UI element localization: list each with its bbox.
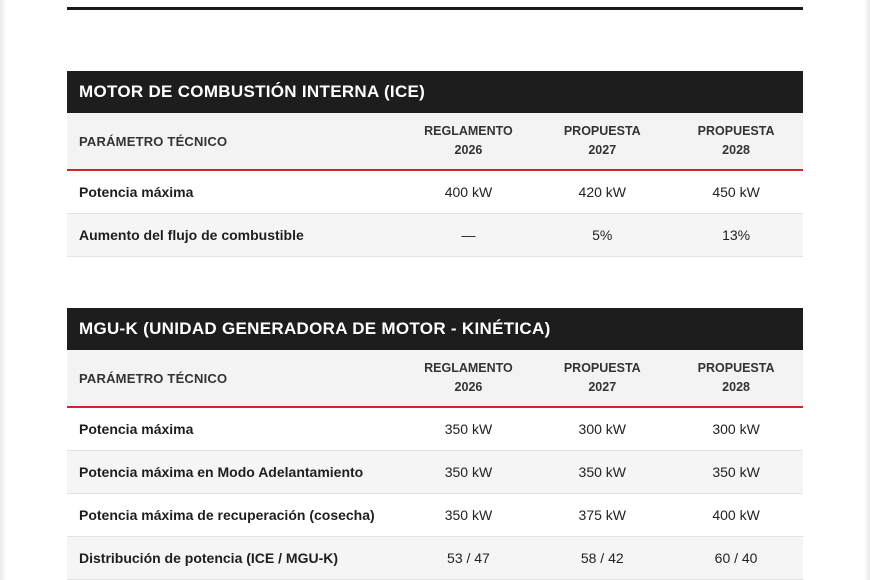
table-row bbox=[67, 171, 803, 214]
row-2027: 5% bbox=[592, 227, 613, 243]
header-2028-year: 2028 bbox=[722, 380, 750, 394]
row-2027: 375 kW bbox=[578, 507, 626, 523]
row-param: Potencia máxima de recuperación (cosecha) bbox=[79, 507, 375, 523]
row-2026: 350 kW bbox=[444, 464, 493, 480]
table-row bbox=[67, 408, 803, 451]
header-2027-year: 2027 bbox=[588, 380, 617, 394]
row-2028: 13% bbox=[722, 227, 751, 243]
mguk-table bbox=[67, 308, 803, 580]
header-param: PARÁMETRO TÉCNICO bbox=[79, 133, 228, 149]
table-header bbox=[67, 350, 803, 408]
row-2027: 350 kW bbox=[578, 464, 626, 480]
table-row bbox=[67, 537, 803, 580]
row-param: Aumento del flujo de combustible bbox=[79, 227, 304, 243]
header-2028-label: PROPUESTA bbox=[697, 361, 775, 375]
ice-table bbox=[67, 71, 803, 257]
row-2028: 400 kW bbox=[712, 507, 760, 523]
row-param: Distribución de potencia (ICE / MGU-K) bbox=[79, 550, 339, 566]
row-2027: 58 / 42 bbox=[580, 550, 624, 566]
page-edge-right bbox=[864, 0, 870, 580]
header-2028 bbox=[669, 359, 803, 397]
row-2028: 350 kW bbox=[712, 464, 760, 480]
table-row bbox=[67, 494, 803, 537]
row-param: Potencia máxima en Modo Adelantamiento bbox=[79, 464, 364, 480]
table-row bbox=[67, 214, 803, 257]
row-2028: 450 kW bbox=[712, 184, 760, 200]
row-2027: 300 kW bbox=[578, 421, 626, 437]
section-title: MOTOR DE COMBUSTIÓN INTERNA (ICE) bbox=[67, 71, 803, 113]
header-2027 bbox=[535, 359, 669, 397]
row-2027: 420 kW bbox=[578, 184, 626, 200]
header-2026 bbox=[402, 359, 536, 397]
header-2027-label: PROPUESTA bbox=[563, 124, 641, 138]
header-2027 bbox=[535, 122, 669, 160]
table-row bbox=[67, 451, 803, 494]
table-header bbox=[67, 113, 803, 171]
row-2026: 53 / 47 bbox=[447, 550, 490, 566]
row-2028: 300 kW bbox=[712, 421, 760, 437]
header-2028-label: PROPUESTA bbox=[697, 124, 775, 138]
row-2026: — bbox=[461, 227, 476, 243]
section-title: MGU-K (UNIDAD GENERADORA DE MOTOR - KINÉTICA) bbox=[67, 308, 803, 350]
row-2028: 60 / 40 bbox=[714, 550, 758, 566]
header-2026-year: 2026 bbox=[454, 380, 483, 394]
header-2026-year: 2026 bbox=[454, 143, 483, 157]
header-2026-label: REGLAMENTO bbox=[424, 361, 513, 375]
row-2026: 350 kW bbox=[444, 507, 493, 523]
header-2028 bbox=[669, 122, 803, 160]
row-param: Potencia máxima bbox=[79, 184, 194, 200]
header-param: PARÁMETRO TÉCNICO bbox=[79, 370, 228, 386]
header-2028-year: 2028 bbox=[722, 143, 750, 157]
row-param: Potencia máxima bbox=[79, 421, 194, 437]
header-2026-label: REGLAMENTO bbox=[424, 124, 513, 138]
header-2026 bbox=[402, 122, 536, 160]
header-2027-label: PROPUESTA bbox=[563, 361, 641, 375]
row-2026: 350 kW bbox=[444, 421, 493, 437]
top-divider bbox=[67, 7, 803, 10]
header-2027-year: 2027 bbox=[588, 143, 617, 157]
page-edge-left bbox=[0, 0, 6, 580]
row-2026: 400 kW bbox=[444, 184, 493, 200]
